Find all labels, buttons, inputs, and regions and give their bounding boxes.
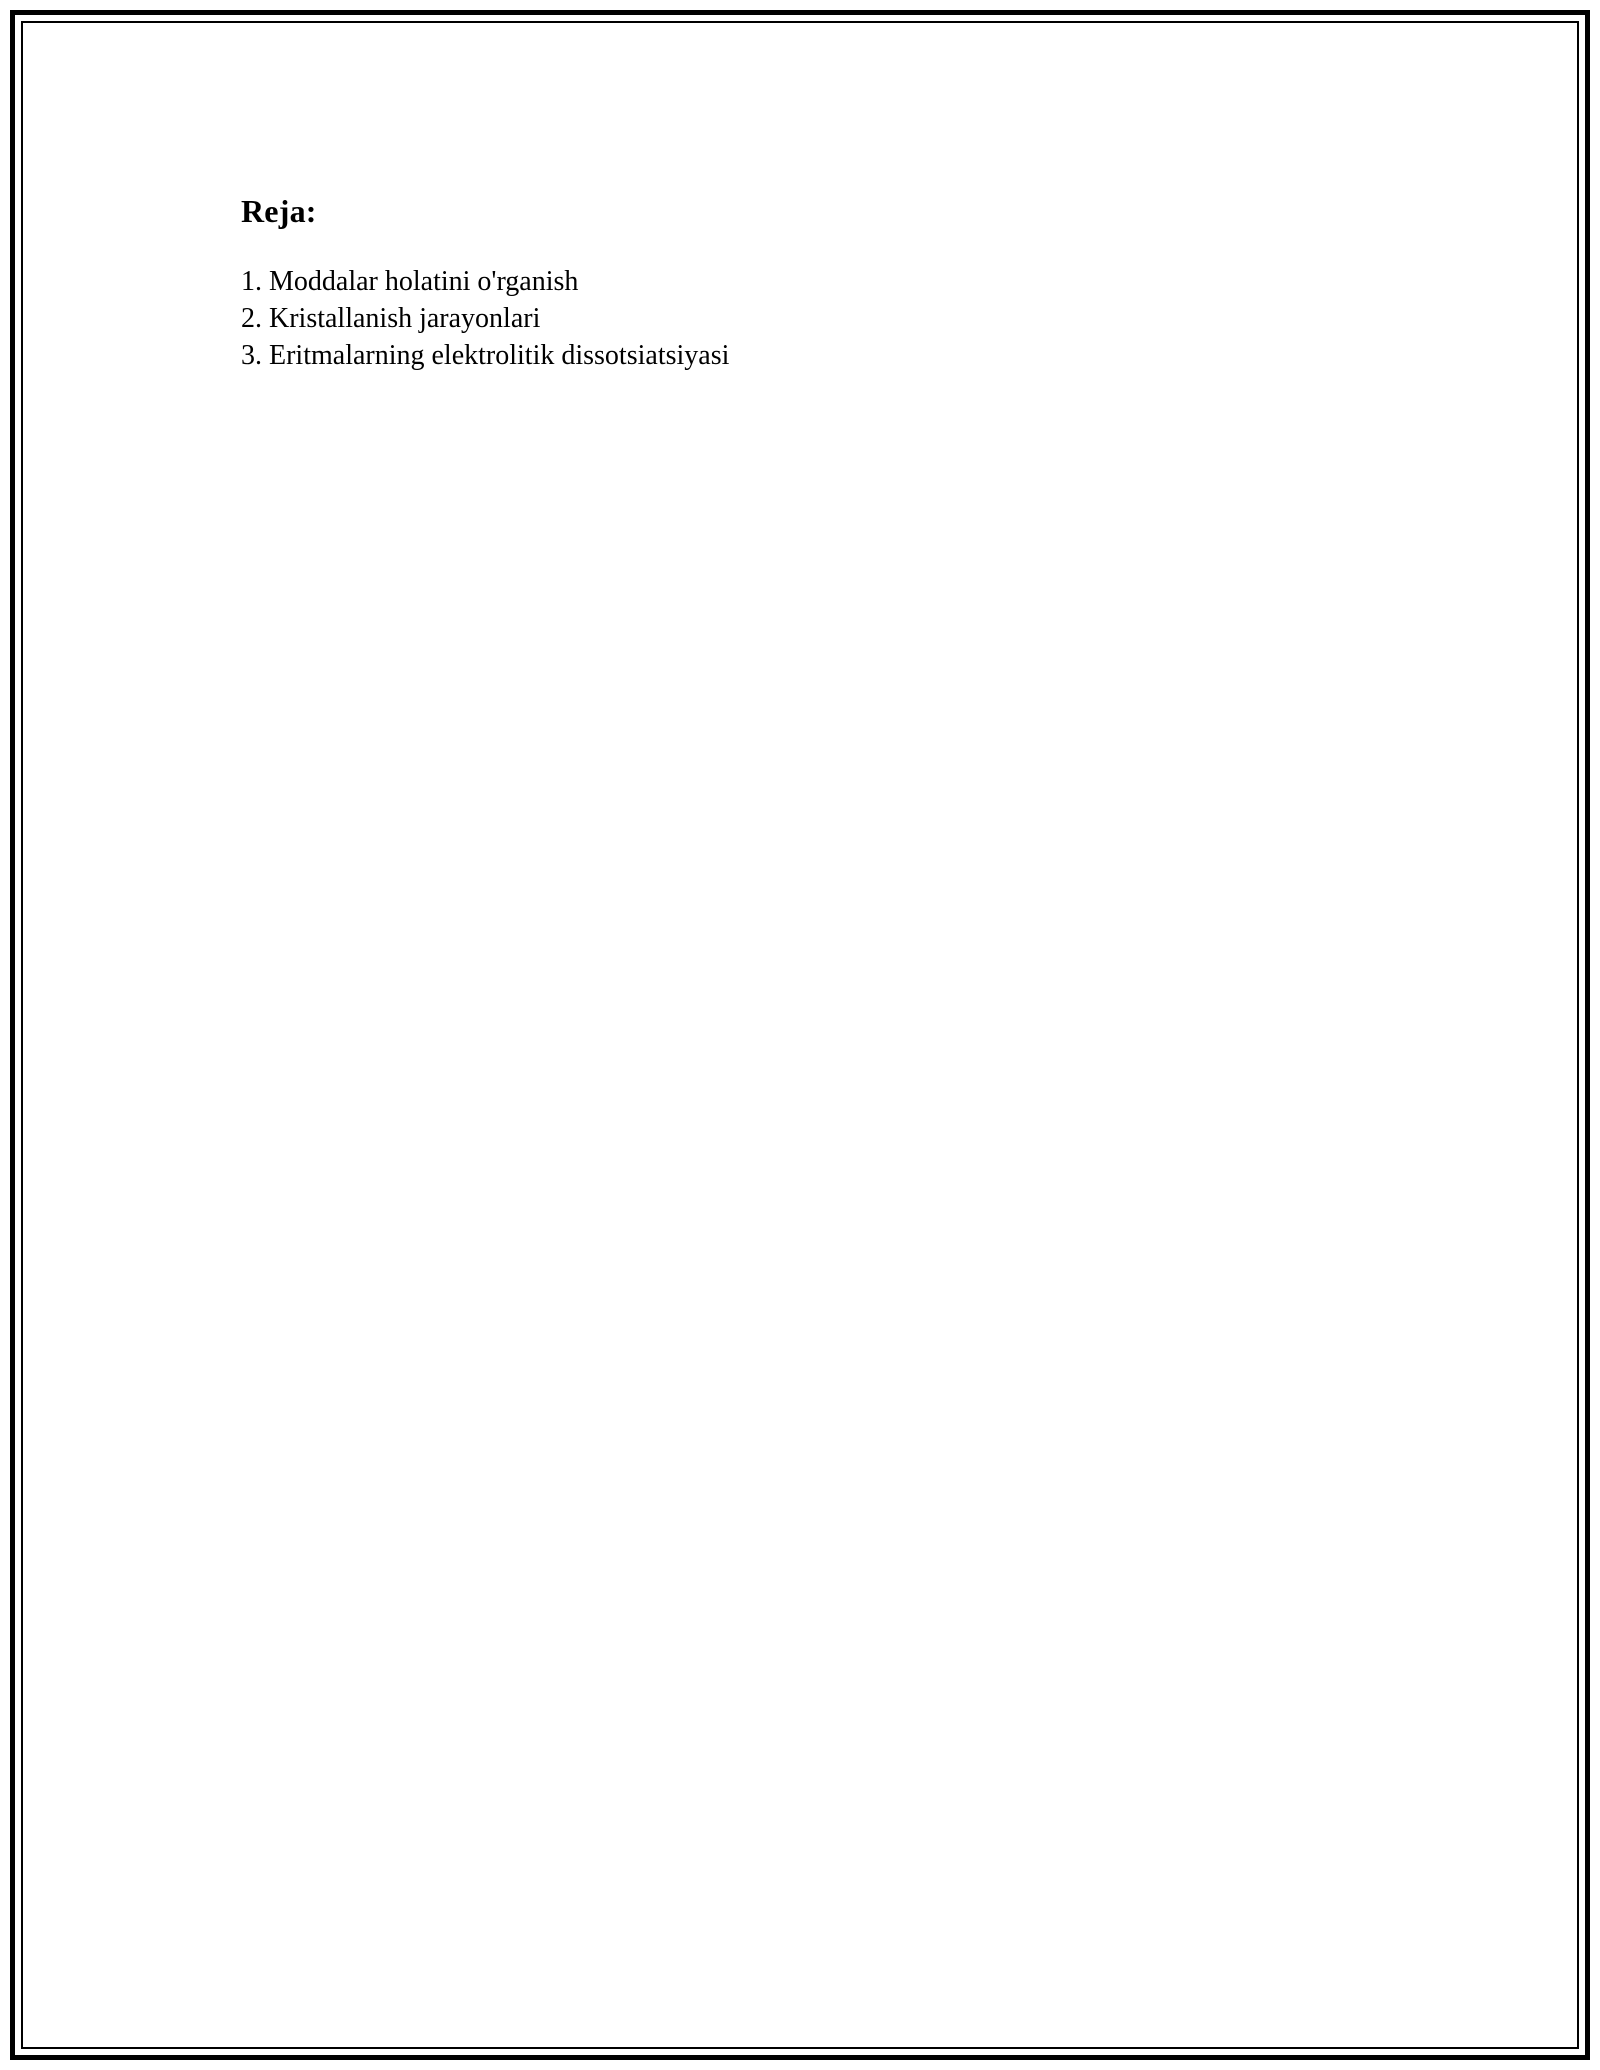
page-border-outer	[10, 10, 1590, 2060]
list-item-number: 2.	[241, 302, 262, 334]
list-item-label: Eritmalarning elektrolitik dissotsiatsiyasi	[269, 339, 730, 371]
page-title: Reja:	[241, 193, 317, 229]
list-item-number: 3.	[241, 339, 262, 371]
list-item-label: Kristallanish jarayonlari	[269, 302, 541, 334]
list-item-label: Moddalar holatini o'rganish	[269, 265, 579, 297]
list-item-number: 1.	[241, 265, 262, 297]
list-item	[241, 301, 1377, 338]
list-item	[241, 264, 1377, 301]
plan-list	[241, 264, 1377, 375]
list-item	[241, 338, 1377, 375]
document-body	[23, 23, 1577, 2047]
page-border-inner	[21, 21, 1579, 2049]
